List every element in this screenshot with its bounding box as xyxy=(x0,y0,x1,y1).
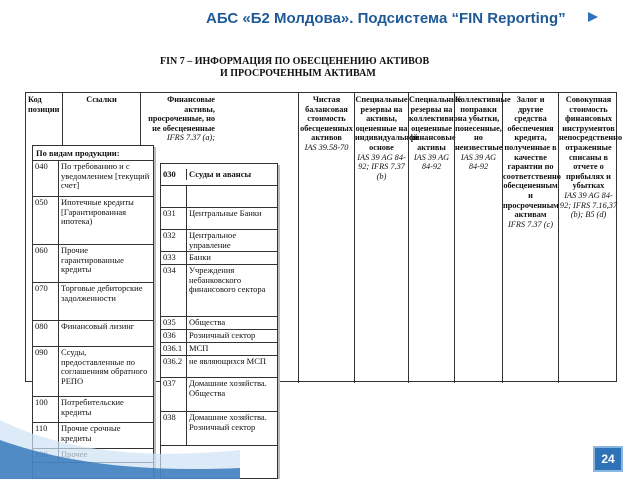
table-row xyxy=(161,330,277,343)
header-code: 030 xyxy=(161,169,187,181)
table-row xyxy=(161,343,277,356)
slide-title: АБС «Б2 Молдова». Подсистема “FIN Reporting” xyxy=(206,10,566,27)
col-collective-allowances xyxy=(454,93,511,383)
table-row xyxy=(161,208,277,230)
row-code: 040 xyxy=(33,161,59,196)
table-row xyxy=(33,245,153,283)
col-individual-reserves-ref: IAS 39 AG 84-92; IFRS 7.37 (b) xyxy=(357,152,406,181)
row-name: Ссуды, предоставленные по соглашениям обратного РЕПО xyxy=(61,347,148,386)
col-collateral-ref: IFRS 7.37 (c) xyxy=(508,219,553,229)
row-code: 050 xyxy=(33,197,59,244)
table-row xyxy=(33,161,153,197)
form-title-line-2: И ПРОСРОЧЕННЫМ АКТИВАМ xyxy=(220,68,376,79)
row-code: 100 xyxy=(33,397,59,422)
col-write-offs-ref: IAS 39 AG 84-92; IFRS 7.16,37 (b); B5 (d) xyxy=(559,190,618,220)
loans-table-header xyxy=(161,164,277,186)
col-individual-reserves xyxy=(354,93,419,383)
col-collective-reserves xyxy=(408,93,462,383)
table-row xyxy=(161,230,277,252)
row-name: Ипотечные кредиты [Гарантированная ипотека) xyxy=(61,197,134,227)
row-name: не являющихся МСП xyxy=(189,356,267,366)
col-net-value-label: Чистая балансовая стоимость обесцененных активов xyxy=(300,95,353,143)
spacer-row xyxy=(161,186,277,208)
col-collective-reserves-ref: IAS 39 AG 84-92 xyxy=(413,152,450,172)
table-row xyxy=(161,252,277,265)
col-collateral-label: Залог и другие средства обеспечения кредита, полученные в качестве гарантии по соответственно обесцененным и просроченным активам xyxy=(503,95,561,220)
row-code: 090 xyxy=(33,347,59,396)
row-name: Финансовый лизинг xyxy=(61,321,135,331)
row-code: 110 xyxy=(33,423,59,448)
table-row xyxy=(33,197,153,245)
row-code: 036.2 xyxy=(161,356,187,377)
header-name: Ссуды и авансы xyxy=(189,168,252,179)
row-code: 035 xyxy=(161,317,187,329)
row-name: Центральное управление xyxy=(189,230,237,250)
row-code: 036 xyxy=(161,330,187,342)
table-row xyxy=(161,317,277,330)
products-table-header: По видам продукции: xyxy=(33,146,153,161)
table-row xyxy=(161,356,277,378)
col-collective-reserves-label: Специальные резервы на коллективно оцененные финансовые активы xyxy=(409,95,462,152)
row-code: 080 xyxy=(33,321,59,346)
table-row xyxy=(161,265,277,317)
row-name: Торговые дебиторские задолженности xyxy=(61,283,143,303)
row-code: 031 xyxy=(161,208,187,229)
col-individual-reserves-label: Специальные резервы на активы, оцененные на индивидуальной основе xyxy=(355,95,419,152)
row-code: 070 xyxy=(33,283,59,320)
row-code: 036.1 xyxy=(161,343,187,355)
col-collective-allowances-label: Коллективные поправки на убытки, понесенные, но неизвестные xyxy=(455,95,511,152)
col-collateral xyxy=(502,93,561,383)
row-code: 034 xyxy=(161,265,187,316)
bullet-arrow-icon xyxy=(588,12,598,22)
col-code-label: Код позиции xyxy=(28,95,60,114)
row-name: Домашние хозяйства. Розничный сектор xyxy=(189,412,267,432)
form-title-line-1: FIN 7 – ИНФОРМАЦИЯ ПО ОБЕСЦЕНЕНИЮ АКТИВОВ xyxy=(160,56,430,67)
row-name: Учреждения небанковского финансового сектора xyxy=(189,265,266,295)
form-title xyxy=(160,56,429,80)
row-code: 038 xyxy=(161,412,187,445)
row-name: Домашние хозяйства. Общества xyxy=(189,378,267,398)
row-code: 033 xyxy=(161,252,187,264)
row-code: 032 xyxy=(161,230,187,251)
row-name: По требованию и с уведомлением [текущий счет] xyxy=(61,161,150,191)
col-write-offs-label: Совокупная стоимость финансовых инструментов непосредственно отраженные списаны в отчете о прибылях и убытках xyxy=(559,95,623,191)
row-name: МСП xyxy=(189,343,209,353)
col-overdue-ref: IFRS 7.37 (a); xyxy=(166,133,215,143)
row-name: Центральные Банки xyxy=(189,208,262,218)
col-net-value xyxy=(298,93,354,383)
row-name: Прочие гарантированные кредиты xyxy=(61,245,124,275)
row-code: 060 xyxy=(33,245,59,282)
row-name: Розничный сектор xyxy=(189,330,256,340)
col-net-value-ref: IAS 39.58-70 xyxy=(304,142,349,152)
table-row xyxy=(33,321,153,347)
col-references-label: Ссылки xyxy=(86,95,117,104)
row-name: Банки xyxy=(189,252,211,262)
table-row xyxy=(33,283,153,321)
row-code: 037 xyxy=(161,378,187,411)
row-name: Общества xyxy=(189,317,226,327)
row-name: Прочие срочные кредиты xyxy=(61,423,121,443)
page-number-badge: 24 xyxy=(593,446,623,472)
col-collective-allowances-ref: IAS 39 AG 84-92 xyxy=(460,152,497,172)
col-overdue-label: Финансовые активы, просроченные, но не обесцененные xyxy=(148,95,215,133)
col-write-offs xyxy=(558,93,623,383)
row-name: Потребительские кредиты xyxy=(61,397,124,417)
decorative-swoosh xyxy=(0,380,240,479)
spacer-cell xyxy=(161,186,187,207)
